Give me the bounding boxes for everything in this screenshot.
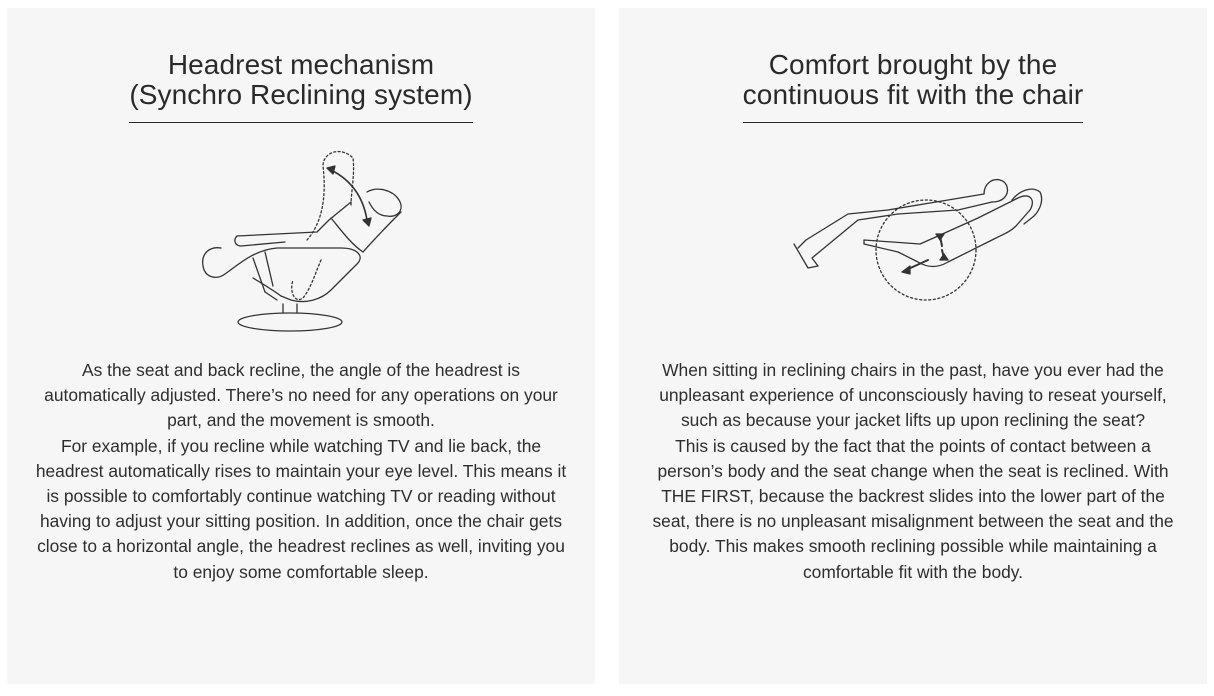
- card-title: [743, 50, 1084, 123]
- card-title-line: (Synchro Reclining system): [129, 79, 473, 110]
- description-paragraph: This is caused by the fact that the points of contact between a person’s body and the seat change when the seat is reclined. With THE FIRST, because the backrest slides into the lower part of the seat, there is no unpleasant misalignment between the seat and the body. This makes smooth reclining possible while maintaining a comfortable fit with the body.: [652, 435, 1174, 582]
- description-paragraph: When sitting in reclining chairs in the past, have you ever had the unpleasant experience of unconsciously having to reseat yourself, such as because your jacket lifts up upon reclining the seat?: [659, 360, 1167, 431]
- description-paragraph: As the seat and back recline, the angle of the headrest is automatically adjusted. There’s no need for any operations on your part, and the movement is smooth.: [44, 360, 558, 431]
- card-title: [129, 50, 472, 123]
- card-description: [645, 358, 1181, 585]
- reclining-chair-headrest-icon: [7, 140, 595, 340]
- description-paragraph: For example, if you recline while watching TV and lie back, the headrest automatically rises to maintain your eye level. This means it is possible to comfortably continue watching TV or reading without having to adjust your sitting position. In addition, once the chair gets close to a horizontal angle, the headrest reclines as well, inviting you to enjoy some comfortable sleep.: [35, 435, 567, 582]
- feature-card-headrest: [7, 8, 595, 684]
- card-title-line: Comfort brought by the: [768, 49, 1058, 80]
- card-title-line: Headrest mechanism: [167, 49, 435, 80]
- reclined-person-fit-icon: [619, 140, 1207, 340]
- feature-card-continuous-fit: [619, 8, 1207, 684]
- card-description: [33, 358, 569, 585]
- card-title-line: continuous fit with the chair: [742, 79, 1084, 110]
